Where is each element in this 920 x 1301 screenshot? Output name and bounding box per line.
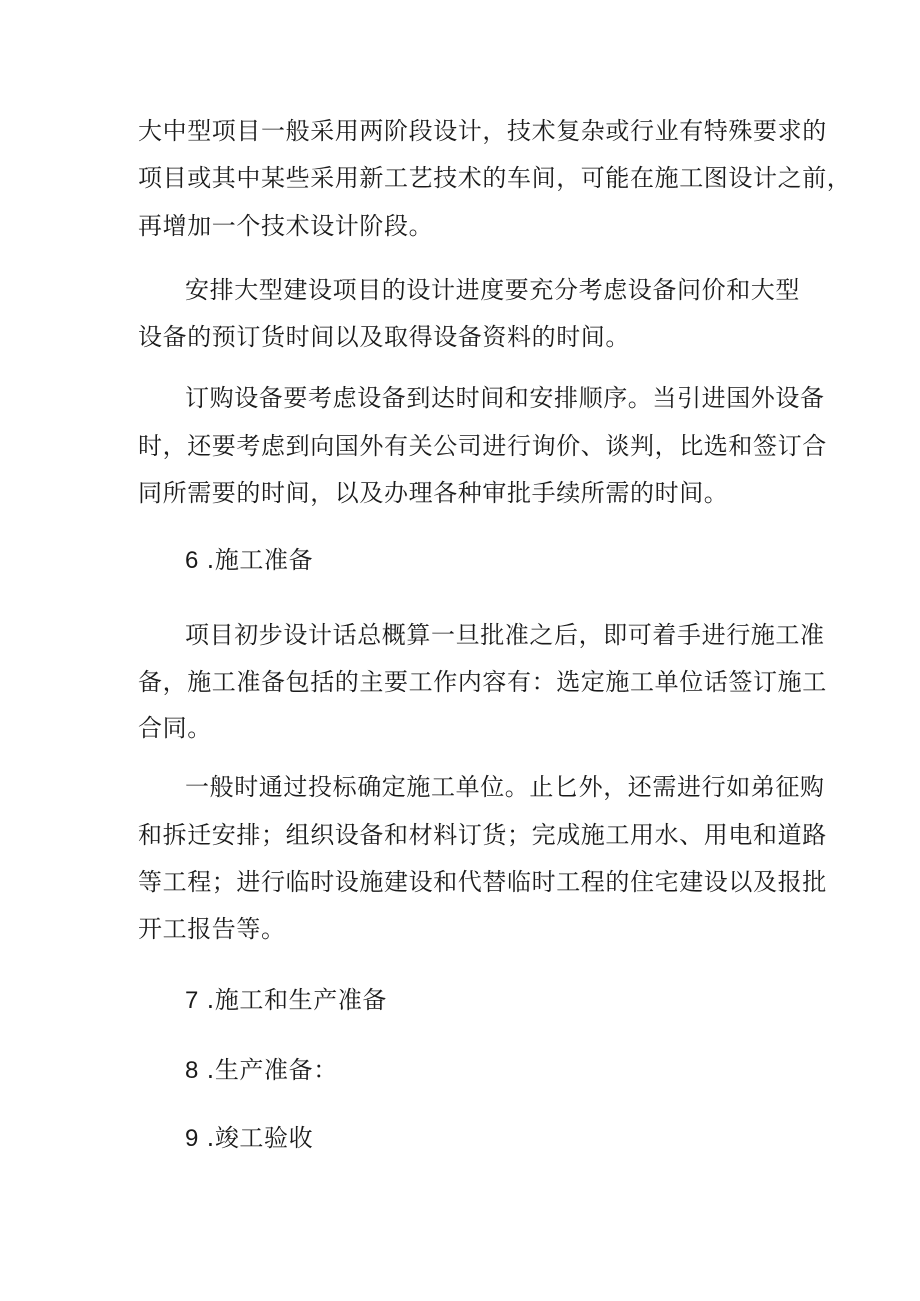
- paragraph-1-line-2: 项目或其中某些采用新工艺技术的车间，可能在施工图设计之前，: [138, 164, 852, 192]
- section-heading-6: [185, 545, 313, 576]
- section-title: .施工和生产准备: [206, 986, 388, 1014]
- section-title: .竣工验收: [206, 1124, 314, 1152]
- paragraph-6-line-2: 和拆迁安排；组织设备和材料订货；完成施工用水、用电和道路: [138, 821, 827, 849]
- paragraph-5-line-2: 备，施工准备包括的主要工作内容有：选定施工单位话签订施工: [138, 668, 827, 696]
- paragraph-2-line-2: 设备的预订货时间以及取得设备资料的时间。: [138, 323, 630, 351]
- paragraph-5-line-1: 项目初步设计话总概算一旦批准之后，即可着手进行施工准: [185, 621, 825, 649]
- section-title: .生产准备：: [206, 1056, 338, 1084]
- section-heading-7: [185, 985, 387, 1016]
- paragraph-3-line-1: 订购设备要考虑设备到达时间和安排顺序。当引进国外设备: [185, 384, 825, 412]
- paragraph-3-line-2: 时，还要考虑到向国外有关公司进行询价、谈判，比选和签订合: [138, 432, 827, 460]
- section-title: .施工准备: [206, 546, 314, 574]
- section-heading-9: [185, 1123, 313, 1154]
- paragraph-1-line-1: 大中型项目一般采用两阶段设计，技术复杂或行业有特殊要求的: [138, 117, 827, 145]
- paragraph-6-line-4: 开工报告等。: [138, 915, 286, 943]
- paragraph-2-line-1: 安排大型建设项目的设计进度要充分考虑设备问价和大型: [185, 276, 800, 304]
- paragraph-3-line-3: 同所需要的时间，以及办理各种审批手续所需的时间。: [138, 479, 729, 507]
- paragraph-5-line-3: 合同。: [138, 714, 212, 742]
- section-number: 6: [185, 547, 199, 574]
- section-number: 9: [185, 1125, 199, 1152]
- section-number: 8: [185, 1057, 199, 1084]
- section-number: 7: [185, 987, 199, 1014]
- paragraph-1-line-3: 再增加一个技术设计阶段。: [138, 212, 434, 240]
- paragraph-6-line-3: 等工程；进行临时设施建设和代替临时工程的住宅建设以及报批: [138, 868, 827, 896]
- paragraph-6-line-1: 一般时通过投标确定施工单位。止匕外，还需进行如弟征购: [185, 773, 825, 801]
- section-heading-8: [185, 1055, 338, 1086]
